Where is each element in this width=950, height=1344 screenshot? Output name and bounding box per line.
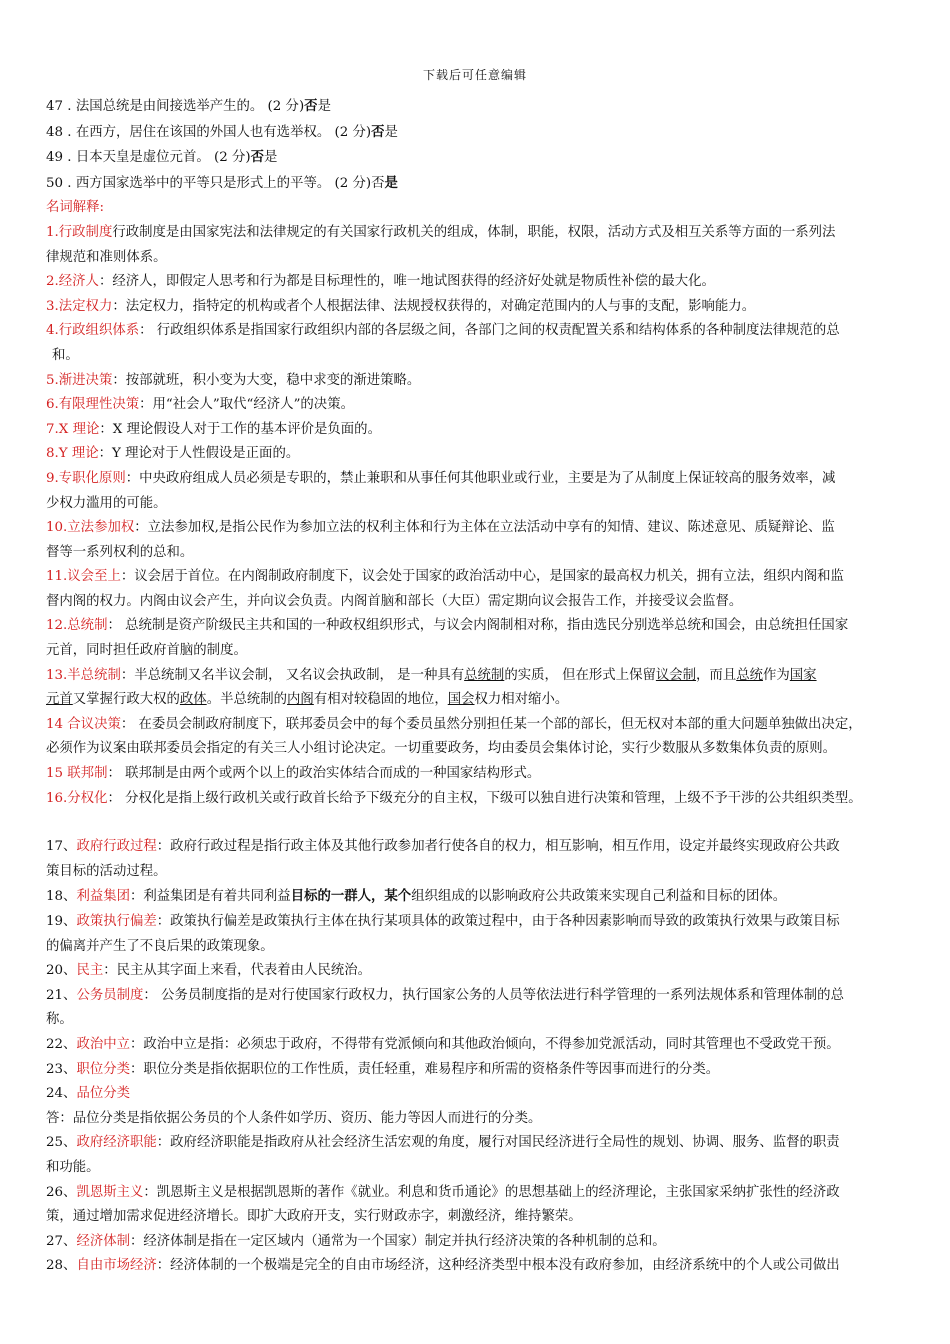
definition-18: 18、利益集团：利益集团是有着共同利益目标的一群人，某个组织组成的以影响政府公共政策来实现自己利益和目标的团体。	[46, 888, 787, 905]
definition-28: 28、自由市场经济：经济体制的一个极端是完全的自由市场经济，这种经济类型中根本没有政府参加，由经济系统中的个人或公司做出	[46, 1258, 840, 1274]
definition-10-cont: 督等一系列权利的总和。	[46, 544, 194, 560]
section-title: 名词解释:	[46, 200, 105, 216]
definition-19: 19、政策执行偏差：政策执行偏差是政策执行主体在执行某项具体的政策过程中，由于各种因素影响而导致的政策执行效果与政策目标	[46, 914, 840, 929]
definition-12: 12.总统制： 总统制是资产阶级民主共和国的一种政权组织形式，与议会内阁制相对称，指由选民分别选举总统和国会，由总统担任国家	[46, 618, 849, 634]
definition-16: 16.分权化： 分权化是指上级行政机关或行政首长给予下级充分的自主权，下级可以独自进行决策和管理，上级不予干涉的公共组织类型。	[46, 790, 862, 806]
definition-6: 6.有限理性决策：用“社会人”取代“经济人”的决策。	[46, 397, 354, 413]
definition-14: 14 合议决策： 在委员会制政府制度下，联邦委员会中的每个委员虽然分别担任某一个部的部长，但无权对本部的重大问题单独做出决定，	[46, 716, 862, 732]
definition-21: 21、公务员制度： 公务员制度指的是对行使国家行政权力，执行国家公务的人员等依法进行科学管理的一系列法规体系和管理体制的总	[46, 987, 844, 1003]
definition-11-cont: 督内阁的权力。内阁由议会产生，并向议会负责。内阁首脑和部长（大臣）需定期向议会报告工作，并接受议会监督。	[46, 593, 743, 609]
definition-1-cont: 律规范和准则体系。	[46, 249, 167, 265]
definition-11: 11.议会至上：议会居于首位。在内阁制政府制度下，议会处于国家的政治活动中心，是国家的最高权力机关，拥有立法，组织内阁和监	[46, 569, 844, 585]
definition-20: 20、民主：民主从其字面上来看，代表着由人民统治。	[46, 963, 372, 979]
definition-15: 15 联邦制： 联邦制是由两个或两个以上的政治实体结合而成的一种国家结构形式。	[46, 766, 541, 782]
question-49: 49 . 日本天皇是虚位元首。 (2 分)否是	[46, 149, 278, 166]
definition-22: 22、政治中立：政治中立是指：必须忠于政府，不得带有党派倾向和其他政治倾向，不得参加党派活动，同时其管理也不受政党干预。	[46, 1036, 840, 1052]
question-47: 47 . 法国总统是由间接选举产生的。 (2 分)否是	[46, 98, 331, 114]
definition-24: 24、品位分类	[46, 1086, 130, 1102]
definition-24-answer: 答：品位分类是指依据公务员的个人条件如学历、资历、能力等因人而进行的分类。	[46, 1110, 542, 1126]
definition-26-cont: 策，通过增加需求促进经济增长。即扩大政府开支，实行财政赤字，刺激经济，维持繁荣。	[46, 1209, 582, 1225]
definition-12-cont: 元首，同时担任政府首脑的制度。	[46, 643, 247, 659]
definition-4: 4.行政组织体系： 行政组织体系是指国家行政组织内部的各层级之间，各部门之间的权责配置关系和结构体系的各种制度法律规范的总	[46, 323, 840, 339]
definition-26: 26、凯恩斯主义：凯恩斯主义是根据凯恩斯的著作《就业。利息和货币通论》的思想基础上的经济理论，主张国家采纳扩张性的经济政	[46, 1184, 840, 1200]
definition-9-cont: 少权力滥用的可能。	[46, 495, 167, 511]
page-header: 下载后可任意编辑	[422, 68, 527, 82]
definition-25-cont: 和功能。	[46, 1159, 100, 1175]
definition-25: 25、政府经济职能：政府经济职能是指政府从社会经济生活宏观的角度，履行对国民经济进行全局性的规划、协调、服务、监督的职责	[46, 1135, 840, 1151]
definition-13-cont: 元首又掌握行政大权的政体。半总统制的内阁有相对较稳固的地位，国会权力相对缩小。	[46, 692, 569, 708]
definition-27: 27、经济体制：经济体制是指在一定区域内（通常为一个国家）制定并执行经济决策的各种机制的总和。	[46, 1233, 666, 1249]
definition-23: 23、职位分类：职位分类是指依据职位的工作性质，责任轻重，难易程序和所需的资格条件等因事而进行的分类。	[46, 1061, 720, 1077]
definition-4-cont: 和。	[52, 347, 79, 363]
question-50: 50 . 西方国家选举中的平等只是形式上的平等。 (2 分)否是	[46, 174, 398, 191]
definition-7: 7.X 理论：X 理论假设人对于工作的基本评价是负面的。	[46, 421, 381, 437]
definition-3: 3.法定权力：法定权力，指特定的机构或者个人根据法律、法规授权获得的，对确定范围内的人与事的支配，影响能力。	[46, 298, 756, 314]
definition-21-cont: 称。	[46, 1012, 73, 1028]
definition-5: 5.渐进决策：按部就班，积小变为大变，稳中求变的渐进策略。	[46, 372, 421, 388]
definition-19-cont: 的偏离并产生了不良后果的政策现象。	[46, 938, 274, 954]
definition-1: 1.行政制度行政制度是由国家宪法和法律规定的有关国家行政机关的组成，体制，职能，权限，活动方式及相互关系等方面的一系列法	[46, 224, 836, 240]
definition-2: 2.经济人：经济人，即假定人思考和行为都是目标理性的，唯一地试图获得的经济好处就是物质性补偿的最大化。	[46, 274, 715, 290]
definition-10: 10.立法参加权：立法参加权,是指公民作为参加立法的权利主体和行为主体在立法活动中享有的知情、建议、陈述意见、质疑辩论、监	[46, 520, 835, 536]
spacer	[46, 811, 908, 835]
definition-17-cont: 策目标的活动过程。	[46, 863, 167, 879]
definition-8: 8.Y 理论：Y 理论对于人性假设是正面的。	[46, 446, 300, 462]
definition-9: 9.专职化原则：中央政府组成人员必须是专职的，禁止兼职和从事任何其他职业或行业，主要是为了从制度上保证较高的服务效率，减	[46, 470, 836, 486]
definition-14-cont: 必须作为议案由联邦委员会指定的有关三人小组讨论决定。一切重要政务，均由委员会集体讨论，实行少数服从多数集体负责的原则。	[46, 741, 837, 757]
definition-13: 13.半总统制：半总统制又名半议会制， 又名议会执政制， 是一种具有总统制的实质， 但在形式上保留议会制，而且总统作为国家	[46, 667, 817, 683]
question-48: 48 . 在西方，居住在该国的外国人也有选举权。 (2 分)否是	[46, 123, 398, 140]
definition-17: 17、政府行政过程：政府行政过程是指行政主体及其他行政参加者行使各自的权力，相互影响，相互作用，设定并最终实现政府公共政	[46, 839, 840, 855]
document-body	[46, 94, 908, 1279]
